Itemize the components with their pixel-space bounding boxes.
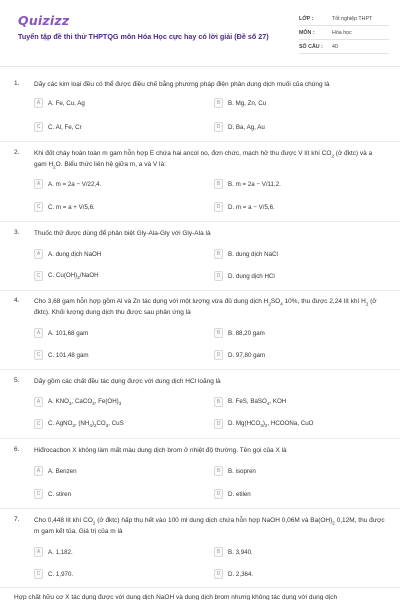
question-number: 1. <box>14 80 20 87</box>
option-b[interactable] <box>214 177 376 191</box>
option-c[interactable] <box>34 567 196 581</box>
option-letter-b: B <box>214 328 223 338</box>
question-text: Dãy gồm các chất đều tác dụng được với dung dịch HCl loãng là <box>34 378 221 385</box>
option-text: D. Ba, Ag, Au <box>228 123 265 131</box>
option-letter-d: D <box>214 271 223 281</box>
option-letter-c: C <box>34 202 43 212</box>
meta-value-subject: Hóa học <box>332 29 352 36</box>
option-text: C. 1,970. <box>48 570 74 578</box>
option-letter-a: A <box>34 328 43 338</box>
question-number: 5. <box>14 377 20 384</box>
option-c[interactable] <box>34 487 196 501</box>
question-text: Dãy các kim loại đều có thể được điều chế bằng phương pháp điện phân dung dịch muối của chúng là <box>34 81 330 88</box>
option-letter-c: C <box>34 122 43 132</box>
question-divider <box>0 587 400 588</box>
option-letter-c: C <box>34 350 43 360</box>
option-b[interactable] <box>214 395 376 409</box>
question-text: Hiđrocacbon X không làm mất màu dung dịch brom ở nhiệt độ thường. Tên gọi của X là <box>34 447 287 454</box>
option-d[interactable] <box>214 348 376 362</box>
option-letter-b: B <box>214 547 223 557</box>
question-divider <box>0 508 400 509</box>
option-text: B. 3,940. <box>228 548 253 556</box>
document-title: Tuyển tập đề thi thử THPTQG môn Hóa Học cực hay có lời giải (Đề số 27) <box>18 32 269 41</box>
meta-row-class <box>299 12 389 26</box>
option-text: D. $Mg(HCO_3)_2$, HCOONa, CuO <box>228 419 314 429</box>
question-divider <box>0 141 400 142</box>
option-a[interactable] <box>34 96 196 110</box>
option-text: C. 101,48 gam <box>48 351 89 359</box>
option-letter-b: B <box>214 397 223 407</box>
question-divider <box>0 290 400 291</box>
option-b[interactable] <box>214 545 376 559</box>
option-letter-b: B <box>214 466 223 476</box>
option-c[interactable] <box>34 348 196 362</box>
option-d[interactable] <box>214 417 376 431</box>
option-b[interactable] <box>214 96 376 110</box>
option-c[interactable] <box>34 417 196 431</box>
option-letter-d: D <box>214 122 223 132</box>
option-letter-c: C <box>34 271 43 281</box>
question-text: Khi đốt cháy hoàn toàn m gam hỗn hợp E chứa hai ancol no, đơn chức, mạch hở thu được V lít khí $CO_2$ (ở đktc) và a gam $H_2O$. Biểu thức liên hệ giữa m, a và V là: <box>34 150 373 170</box>
question-text: Cho 3,68 gam hỗn hợp gồm Al và Zn tác dụng với một lượng vừa đủ dung dịch $H_2SO_4$ 10%, thu được 2,24 lít khí $H_2$ (ở đktc). Khối lượng dung dịch thu được sau phản ứng là <box>34 298 377 317</box>
option-a[interactable] <box>34 247 196 261</box>
option-a[interactable] <box>34 177 196 191</box>
option-letter-d: D <box>214 350 223 360</box>
option-letter-b: B <box>214 98 223 108</box>
option-text: B. FeS, BaSO$_4$, KOH <box>228 397 287 407</box>
question-divider <box>0 438 400 439</box>
option-text: B. 88,20 gam <box>228 329 265 337</box>
option-text: A. Fe, Cu, Ag <box>48 99 85 107</box>
option-letter-b: B <box>214 179 223 189</box>
header <box>0 0 400 62</box>
option-text: A. $KNO_3$, CaCO$_3$, $Fe(OH)_3$ <box>48 397 122 407</box>
option-a[interactable] <box>34 395 196 409</box>
header-divider <box>0 66 400 67</box>
meta-value-class: Tốt nghiệp THPT <box>332 15 373 22</box>
option-text: C. stiren <box>48 490 72 498</box>
option-a[interactable] <box>34 545 196 559</box>
question-text: Cho 0,448 lít khí $CO_2$ (ở đktc) hấp thụ hết vào 100 ml dung dịch chứa hỗn hợp NaOH 0,06M và $Ba(OH)_2$ 0,12M, thu được m gam kết tủa. Giá trị của m là <box>34 517 385 536</box>
question-text: Thuốc thử được dùng để phân biệt Gly-Ala-Gly với Gly-Ala là <box>34 230 211 237</box>
option-b[interactable] <box>214 464 376 478</box>
option-text: B. m = 2a − V/11,2. <box>228 180 281 188</box>
option-letter-b: B <box>214 249 223 259</box>
meta-panel <box>299 12 389 54</box>
question-number: 2. <box>14 149 20 156</box>
option-letter-a: A <box>34 179 43 189</box>
option-text: D. 2,364. <box>228 570 254 578</box>
option-d[interactable] <box>214 487 376 501</box>
option-letter-a: A <box>34 98 43 108</box>
question-number: 7. <box>14 516 20 523</box>
question-divider <box>0 221 400 222</box>
option-letter-d: D <box>214 569 223 579</box>
option-letter-d: D <box>214 419 223 429</box>
option-text: C. AgNO$_3$, $(NH_4)_2CO_3$, CuS <box>48 419 124 429</box>
option-text: A. dung dịch NaOH <box>48 250 102 258</box>
option-letter-a: A <box>34 397 43 407</box>
question-number: 3. <box>14 229 20 236</box>
option-d[interactable] <box>214 567 376 581</box>
option-d[interactable] <box>214 269 376 283</box>
option-text: B. Mg, Zn, Cu <box>228 99 267 107</box>
option-d[interactable] <box>214 200 376 214</box>
option-letter-a: A <box>34 249 43 259</box>
option-text: D. 97,80 gam <box>228 351 266 359</box>
meta-value-count: 40 <box>332 43 338 50</box>
option-text: D. m = a − V/5,6. <box>228 203 275 211</box>
option-letter-a: A <box>34 547 43 557</box>
option-b[interactable] <box>214 326 376 340</box>
option-letter-d: D <box>214 202 223 212</box>
option-d[interactable] <box>214 120 376 134</box>
meta-label-subject: MÔN : <box>299 29 315 36</box>
option-text: A. m = 2a − V/22,4. <box>48 180 102 188</box>
option-c[interactable] <box>34 269 196 283</box>
option-text: D. dung dịch HCl <box>228 272 275 280</box>
option-a[interactable] <box>34 464 196 478</box>
meta-row-count <box>299 40 389 54</box>
question-divider <box>0 369 400 370</box>
option-text: C. m = a + V/5,6. <box>48 203 95 211</box>
question-number: 6. <box>14 446 20 453</box>
option-text: A. 1,182. <box>48 548 73 556</box>
question-8-partial-text: Hợp chất hữu cơ X tác dụng được với dung dịch NaOH và dung dịch brom nhưng không tác dụng với dung dịch <box>14 594 338 600</box>
option-c[interactable] <box>34 200 196 214</box>
option-text: C. Al, Fe, Cr <box>48 123 82 131</box>
quizizz-logo[interactable]: Quizizz <box>18 13 70 28</box>
option-letter-c: C <box>34 569 43 579</box>
option-text: A. 101,68 gam <box>48 329 89 337</box>
option-text: D. etilen <box>228 490 251 498</box>
option-letter-a: A <box>34 466 43 476</box>
option-letter-d: D <box>214 489 223 499</box>
option-letter-c: C <box>34 419 43 429</box>
meta-row-subject <box>299 26 389 40</box>
question-number: 4. <box>14 297 20 304</box>
option-text: B. dung dịch NaCl <box>228 250 278 258</box>
meta-label-count: SỐ CÂU : <box>299 43 323 50</box>
option-text: A. Benzen <box>48 467 77 475</box>
meta-label-class: LỚP : <box>299 15 314 22</box>
option-text: B. isopren <box>228 467 256 475</box>
option-letter-c: C <box>34 489 43 499</box>
option-text: C. $Cu(OH)_2$/NaOH <box>48 271 99 281</box>
option-a[interactable] <box>34 326 196 340</box>
option-b[interactable] <box>214 247 376 261</box>
option-c[interactable] <box>34 120 196 134</box>
